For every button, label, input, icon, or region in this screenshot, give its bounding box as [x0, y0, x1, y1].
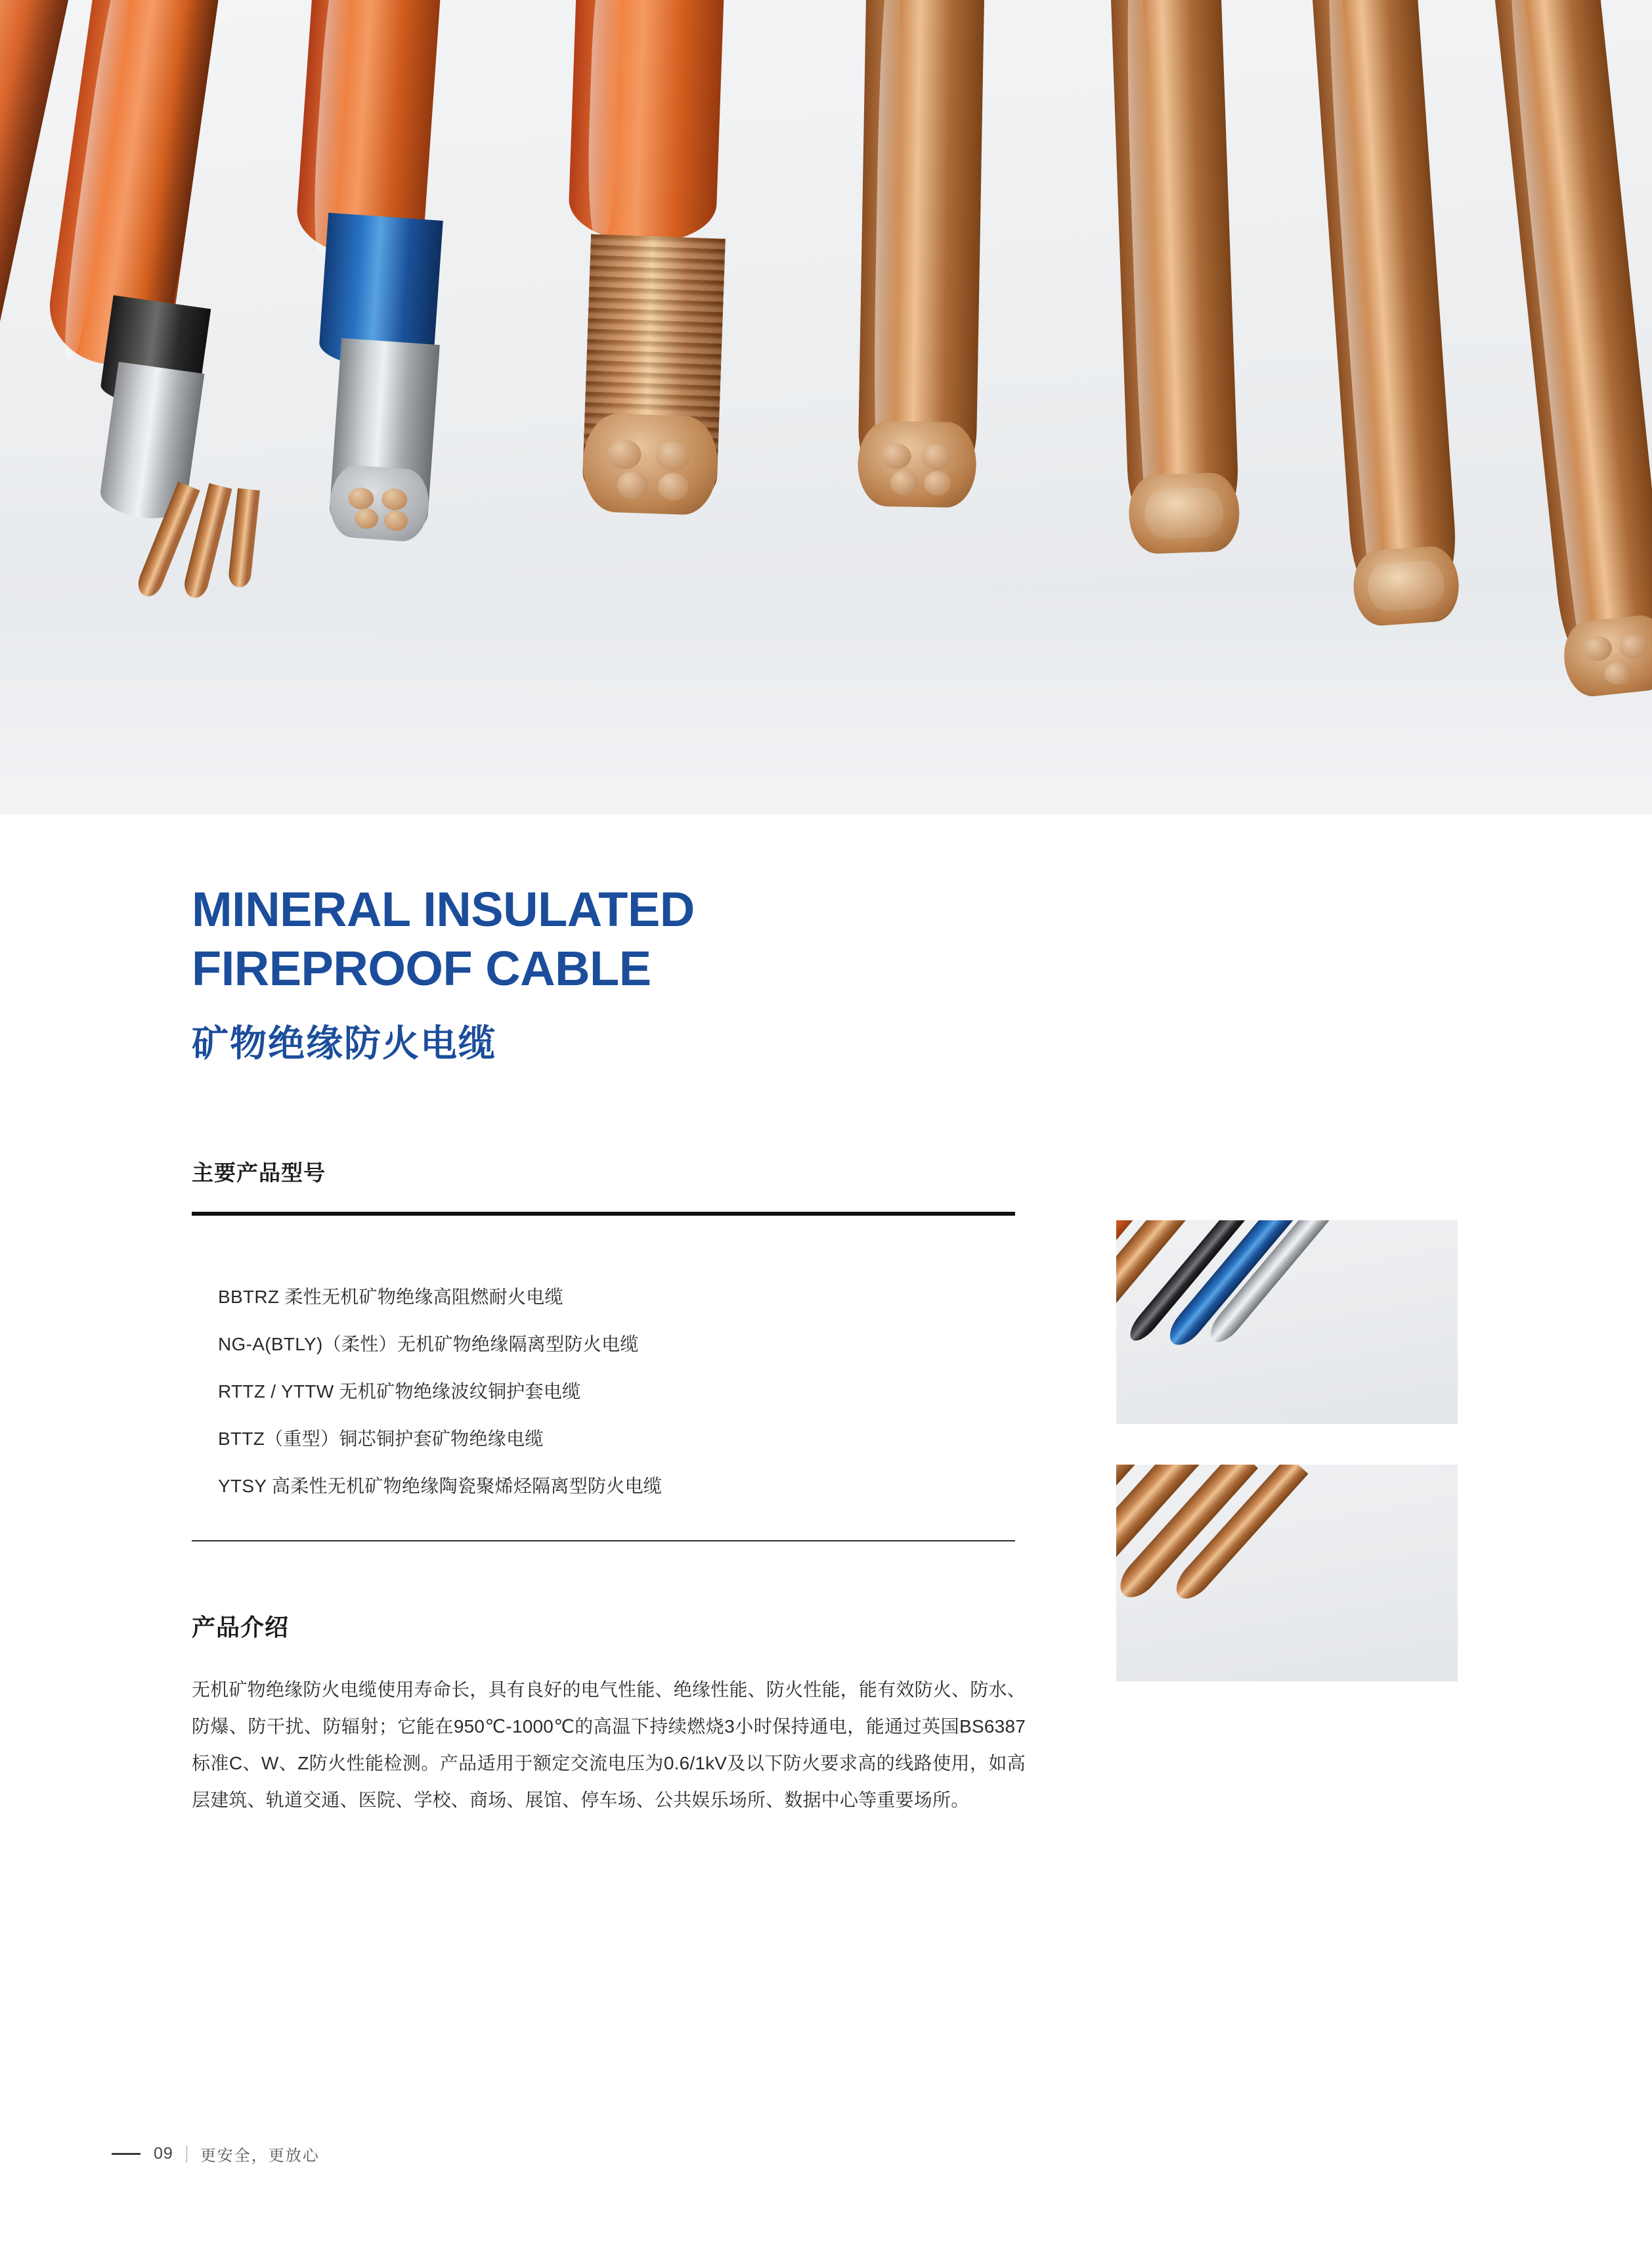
conductor-core: [381, 487, 408, 511]
models-divider-thick: [192, 1212, 1015, 1216]
conductor-core: [354, 508, 379, 529]
conductor-core: [890, 471, 918, 495]
page-title-english-line1: MINERAL INSULATED: [192, 882, 695, 937]
conductor-core: [383, 510, 408, 531]
conductor-core: [881, 443, 911, 470]
conductor-core: [922, 444, 952, 470]
list-item: NG-A(BTLY)（柔性）无机矿物绝缘隔离型防火电缆: [218, 1334, 639, 1354]
conductor-core: [655, 441, 690, 472]
conductor-core: [1583, 635, 1613, 662]
footer-rule: [112, 2153, 141, 2155]
conductor-core: [347, 487, 374, 510]
list-item: YTSY 高柔性无机矿物绝缘陶瓷聚烯烃隔离型防火电缆: [218, 1476, 663, 1496]
intro-section-heading: 产品介绍: [192, 1614, 290, 1641]
cable-highlight: [1123, 0, 1165, 553]
cable-cut-face: [1351, 544, 1462, 627]
cable-copper-1: [858, 0, 985, 506]
conductor-core: [924, 471, 951, 495]
conductor-core: [607, 439, 642, 470]
models-list: [192, 1288, 1072, 1524]
list-item: BTTZ（重型）铜芯铜护套矿物绝缘电缆: [218, 1428, 544, 1449]
cable-cut-face: [1561, 613, 1652, 699]
cable-cut-face: [581, 412, 719, 516]
cable-inner-ring: [1144, 487, 1225, 540]
footer-slogan: 更安全，更放心: [200, 2148, 320, 2165]
conductor-core: [617, 471, 649, 500]
cable-orange-3: [567, 0, 726, 246]
cable-aluminium-sheath: [328, 338, 440, 542]
cable-inner-ring: [1367, 559, 1446, 612]
page-title-chinese: 矿物绝缘防火电缆: [192, 1023, 496, 1064]
models-section-heading: 主要产品型号: [192, 1161, 326, 1185]
conductor-core: [1619, 633, 1649, 660]
side-photo-copper-cables: [1116, 1465, 1458, 1681]
cable-cut-face: [1127, 472, 1240, 555]
page-title-english: [192, 880, 1177, 999]
cable-cut-face: [328, 464, 431, 542]
intro-section-body: 无机矿物绝缘防火电缆使用寿命长，具有良好的电气性能、绝缘性能、防火性能，能有效防火、防水、防爆、防干扰、防辐射；它能在950℃-1000℃的高温下持续燃烧3小时保持通电，能通过英国BS6387标准C、W、Z防火性能检测。产品适用于额定交流电压为0.6/1kV及以下防火要求高的线路使用，如高层建筑、轨道交通、医院、学校、商场、展馆、停车场、公共娱乐场所、数据中心等重要场所。: [192, 1679, 1026, 1810]
footer-divider: [186, 2146, 187, 2163]
side-photo-orange-cables: [1116, 1220, 1458, 1424]
cable-corrugated-copper-sheath: [581, 234, 726, 514]
cable-copper-2: [1110, 0, 1240, 553]
page-title-english-line2: FIREPROOF CABLE: [192, 941, 651, 996]
list-item: RTTZ / YTTW 无机矿物绝缘波纹铜护套电缆: [218, 1381, 581, 1402]
list-item: BBTRZ 柔性无机矿物绝缘高阻燃耐火电缆: [218, 1287, 563, 1307]
hero-product-photo: [0, 0, 1652, 814]
cable-highlight: [585, 0, 625, 242]
conductor-core: [657, 472, 689, 501]
conductor-core: [1603, 661, 1632, 686]
models-divider-thin: [192, 1540, 1015, 1541]
page-number: 09: [154, 2144, 173, 2163]
page-footer: [112, 2142, 320, 2165]
cable-cut-face: [857, 420, 976, 508]
